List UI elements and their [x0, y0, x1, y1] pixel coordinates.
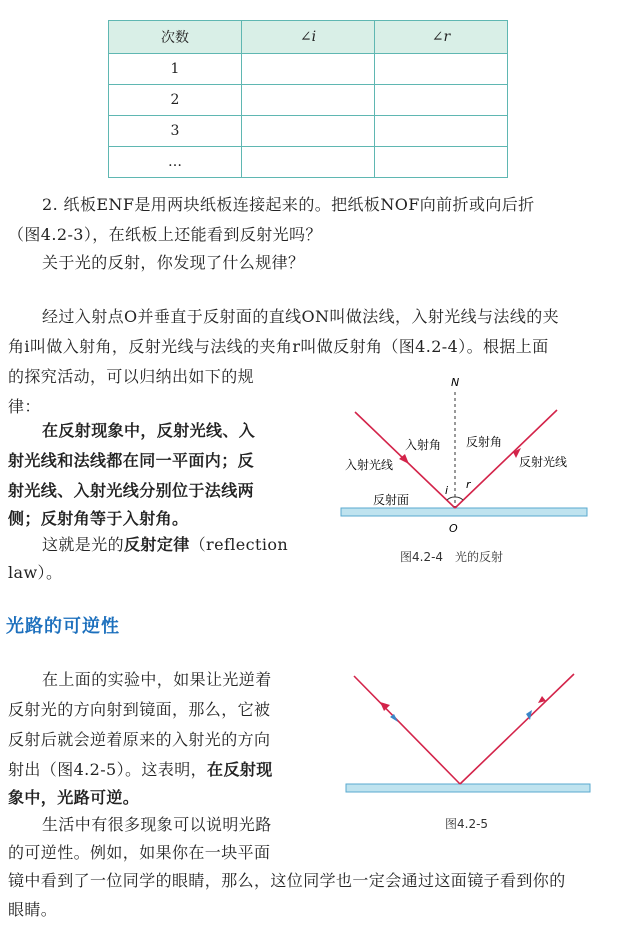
- cell-angle-r: [375, 116, 508, 147]
- left-ray-arrow-icon: [380, 702, 390, 711]
- label-reflect-angle: 反射角: [466, 435, 503, 449]
- definition-line-2: 角i叫做入射角，反射光线与法线的夹角r叫做反射角（图4.2-4）。根据上面: [8, 337, 549, 356]
- law-name-prefix: 这就是光的: [42, 535, 125, 554]
- cell-angle-r: [375, 147, 508, 178]
- reversibility-line-4-bold: 在反射现: [207, 760, 273, 779]
- cell-angle-r: [375, 54, 508, 85]
- cell-angle-i: [242, 147, 375, 178]
- reversibility-diagram: [340, 668, 596, 798]
- label-o: O: [449, 522, 458, 535]
- law-line-3: 射光线、入射光线分别位于法线两: [8, 481, 255, 500]
- mirror-surface: [346, 784, 590, 792]
- label-incident-ray: 入射光线: [345, 458, 394, 472]
- row-index: 3: [109, 116, 242, 147]
- reversibility-conclusion: 象中，光路可逆。: [8, 788, 140, 807]
- table-row: [109, 147, 508, 178]
- reversibility-line-6: 生活中有很多现象可以说明光路: [42, 815, 272, 834]
- row-index: 2: [109, 85, 242, 116]
- definition-line-4: 律：: [8, 397, 41, 416]
- header-count: 次数: [109, 21, 242, 54]
- label-n: N: [451, 376, 460, 389]
- reversibility-line-8: 镜中看到了一位同学的眼睛，那么，这位同学也一定会通过这面镜子看到你的: [8, 871, 566, 890]
- law-name-term: 反射定律: [124, 535, 190, 554]
- figure-4-2-4-caption: 图4.2-4 光的反射: [400, 550, 504, 564]
- incident-angle-arc: [447, 497, 455, 500]
- reversibility-line-3: 反射后就会逆着原来的入射光的方向: [8, 730, 271, 749]
- cell-angle-i: [242, 85, 375, 116]
- table-row: [109, 54, 508, 85]
- law-name-line: [42, 530, 288, 561]
- cell-angle-i: [242, 54, 375, 85]
- reversibility-line-1: 在上面的实验中，如果让光逆着: [42, 670, 272, 689]
- reversibility-line-7: 的可逆性。例如，如果你在一块平面: [8, 843, 271, 862]
- cell-angle-i: [242, 116, 375, 147]
- reversibility-line-9: 眼睛。: [8, 900, 58, 919]
- left-reverse-arrow-icon: [390, 714, 398, 722]
- label-reflect-ray: 反射光线: [519, 455, 568, 469]
- reversibility-line-4-text: 射出（图4.2-5）。这表明，: [8, 760, 208, 779]
- label-r: r: [466, 478, 471, 491]
- reflect-angle-arc: [455, 497, 463, 500]
- row-index: 1: [109, 54, 242, 85]
- reversibility-line-2: 反射光的方向射到镜面，那么，它被: [8, 700, 271, 719]
- law-line-4: 侧；反射角等于入射角。: [8, 509, 189, 528]
- measurement-table: [108, 20, 508, 178]
- mirror-surface: [341, 508, 587, 516]
- right-ray: [460, 674, 574, 784]
- question-3-line: 关于光的反射，你发现了什么规律？: [42, 253, 305, 272]
- figure-4-2-5-caption: 图4.2-5: [445, 817, 489, 831]
- left-ray: [354, 676, 460, 784]
- definition-line-3: 的探究活动，可以归纳出如下的规: [8, 367, 255, 386]
- cell-angle-r: [375, 85, 508, 116]
- law-line-1: 在反射现象中，反射光线、入: [42, 421, 256, 440]
- table-row: [109, 116, 508, 147]
- table-row: [109, 85, 508, 116]
- question-2-line-2: （图4.2-3），在纸板上还能看到反射光吗？: [8, 225, 322, 244]
- label-incident-angle: 入射角: [405, 438, 442, 452]
- row-index: …: [109, 147, 242, 178]
- label-i: i: [445, 484, 449, 497]
- section-title: 光路的可逆性: [6, 616, 120, 637]
- law-name-line-2: law）。: [8, 563, 63, 582]
- header-angle-i: ∠i: [242, 21, 375, 54]
- header-angle-r: ∠r: [375, 21, 508, 54]
- label-surface: 反射面: [373, 493, 410, 507]
- reflection-diagram: [335, 370, 595, 550]
- reversibility-line-4: [8, 755, 273, 786]
- definition-line-1: 经过入射点O并垂直于反射面的直线ON叫做法线，入射光线与法线的夹: [42, 307, 560, 326]
- question-2-line-1: 2. 纸板ENF是用两块纸板连接起来的。把纸板NOF向前折或向后折: [42, 195, 535, 214]
- table-header-row: [109, 21, 508, 54]
- law-name-english: （reflection: [189, 535, 289, 554]
- law-line-2: 射光线和法线都在同一平面内；反: [8, 451, 255, 470]
